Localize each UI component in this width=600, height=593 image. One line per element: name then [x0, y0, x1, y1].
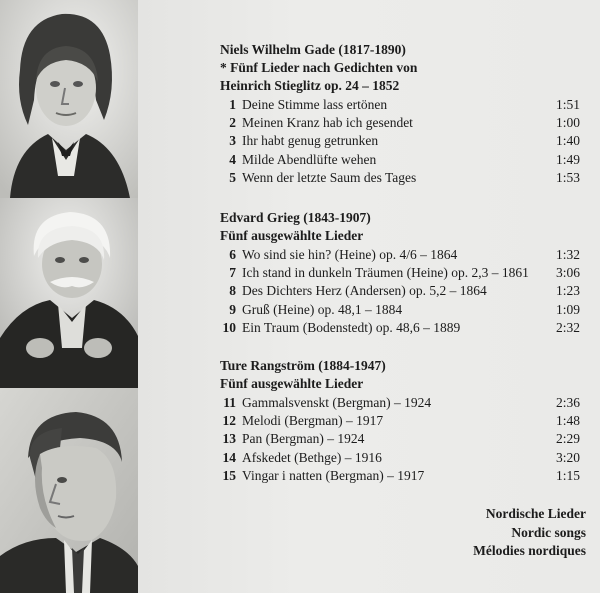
track-number: 13 [222, 431, 236, 447]
track-number: 6 [229, 247, 236, 262]
work-subtitle: Heinrich Stieglitz op. 24 – 1852 [220, 78, 400, 93]
track-title: Milde Abendlüfte wehen [242, 151, 377, 167]
track-number: 7 [229, 265, 236, 281]
track-title: Meinen Kranz hab ich gesendet [242, 115, 413, 131]
album-title-english: Nordic songs [511, 524, 586, 540]
track-number: 1 [229, 97, 236, 112]
track-row [220, 301, 580, 319]
track-row [220, 151, 580, 169]
track-title: Pan (Bergman) – 1924 [242, 431, 365, 447]
track-row [220, 246, 580, 264]
track-title: Des Dichters Herz (Andersen) op. 5,2 – 1864 [242, 283, 487, 299]
track-number: 11 [223, 395, 236, 410]
section-gade [220, 41, 580, 187]
track-title: Wenn der letzte Saum des Tages [242, 169, 417, 185]
track-title: Deine Stimme lass ertönen [242, 97, 388, 112]
track-row [220, 412, 580, 430]
track-number: 3 [229, 133, 236, 149]
track-list [220, 394, 580, 485]
track-title: Ich stand in dunkeln Träumen (Heine) op. 2,3 – 1861 [242, 265, 529, 281]
track-duration: 1:15 [555, 467, 580, 483]
track-row [220, 319, 580, 337]
track-row [220, 114, 580, 132]
track-row [220, 96, 580, 114]
track-row [220, 394, 580, 412]
track-title: Ihr habt genug getrunken [242, 133, 379, 149]
track-title: Gammalsvenskt (Bergman) – 1924 [242, 395, 432, 410]
section-grieg [220, 209, 580, 337]
track-duration: 2:29 [555, 431, 580, 447]
track-duration: 1:40 [555, 133, 580, 149]
track-number: 2 [229, 115, 236, 131]
track-list [220, 96, 580, 187]
track-number: 12 [222, 413, 236, 429]
composer-heading: Ture Rangström (1884-1947) [220, 358, 386, 373]
track-duration: 1:09 [555, 301, 580, 317]
work-subtitle: Fünf ausgewählte Lieder [220, 228, 364, 243]
track-duration: 2:32 [555, 319, 580, 335]
work-subtitle: * Fünf Lieder nach Gedichten von [220, 60, 418, 75]
track-duration: 1:23 [555, 283, 580, 299]
track-duration: 1:48 [555, 413, 580, 429]
track-title: Melodi (Bergman) – 1917 [242, 413, 384, 429]
portrait-rangstrom-icon [0, 388, 138, 593]
track-title: Afskedet (Bethge) – 1916 [242, 449, 382, 465]
composer-portraits [0, 0, 138, 593]
track-number: 10 [222, 319, 236, 335]
track-title: Vingar i natten (Bergman) – 1917 [242, 467, 425, 483]
track-duration: 1:00 [555, 115, 580, 131]
track-duration: 1:53 [555, 169, 580, 185]
track-duration: 1:49 [555, 151, 580, 167]
album-title-block [473, 505, 586, 561]
composer-heading: Edvard Grieg (1843-1907) [220, 210, 371, 225]
album-title-french: Mélodies nordiques [473, 543, 586, 558]
track-title: Gruß (Heine) op. 48,1 – 1884 [242, 301, 403, 317]
track-number: 8 [229, 283, 236, 299]
track-row [220, 282, 580, 300]
track-row [220, 449, 580, 467]
track-number: 5 [229, 169, 236, 185]
track-number: 4 [229, 151, 236, 167]
track-title: Wo sind sie hin? (Heine) op. 4/6 – 1864 [242, 247, 458, 262]
section-rangstrom [220, 357, 580, 485]
track-list [220, 246, 580, 337]
portrait-gade-icon [0, 0, 138, 198]
album-title-german: Nordische Lieder [485, 506, 586, 521]
composer-heading: Niels Wilhelm Gade (1817-1890) [220, 42, 406, 57]
track-number: 9 [229, 301, 236, 317]
work-subtitle: Fünf ausgewählte Lieder [220, 376, 364, 391]
track-title: Ein Traum (Bodenstedt) op. 48,6 – 1889 [242, 319, 461, 335]
track-duration: 3:20 [555, 449, 580, 465]
track-duration: 1:51 [555, 97, 580, 112]
track-listing-page [138, 0, 600, 593]
track-duration: 2:36 [555, 395, 580, 410]
portrait-grieg-icon [0, 198, 138, 388]
track-duration: 1:32 [555, 247, 580, 262]
track-duration: 3:06 [555, 265, 580, 281]
track-row [220, 467, 580, 485]
track-row [220, 430, 580, 448]
track-row [220, 264, 580, 282]
track-number: 15 [222, 467, 236, 483]
track-row [220, 132, 580, 150]
track-row [220, 169, 580, 187]
track-number: 14 [222, 449, 236, 465]
